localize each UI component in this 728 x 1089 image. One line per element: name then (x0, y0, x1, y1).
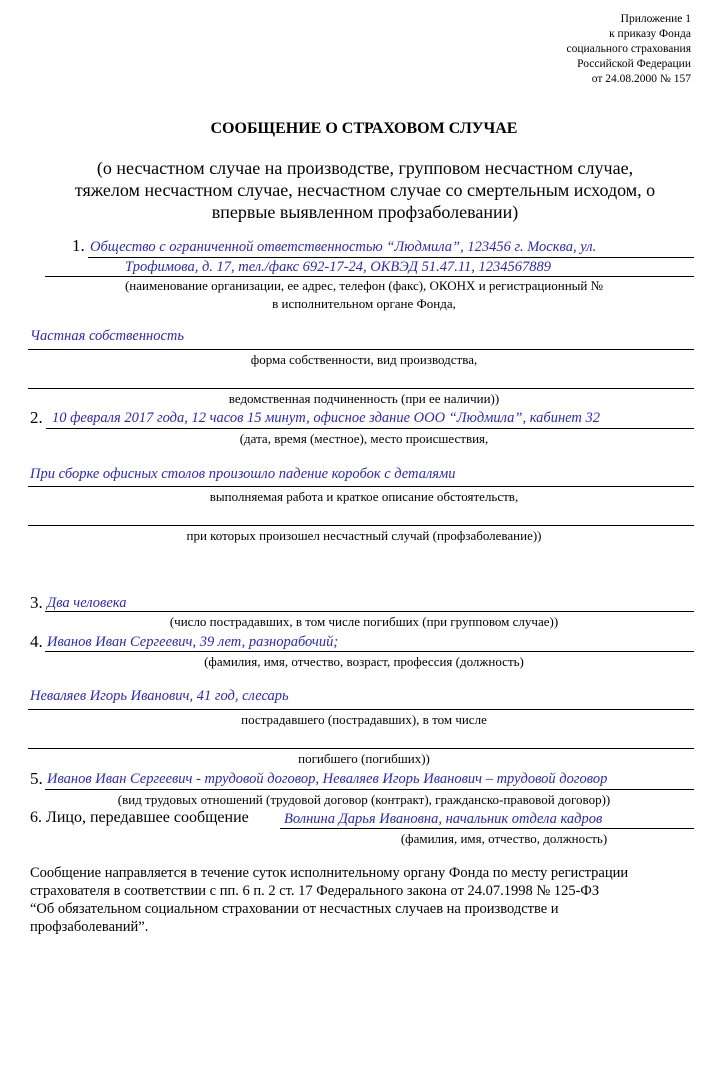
item1-number: 1. (72, 236, 85, 255)
victims-count-caption: (число пострадавших, в том числе погибших (при групповом случае)) (169, 614, 559, 629)
victim2-value[interactable]: Неваляев Игорь Иванович, 41 год, слесарь (30, 688, 289, 704)
organization-caption-line2: в исполнительном органе Фонда, (272, 296, 456, 311)
organization-value-line2[interactable]: Трофимова, д. 17, тел./факс 692-17-24, ОКВЭД 51.47.11, 1234567889 (125, 259, 552, 275)
field-line (46, 428, 694, 429)
incident-datetime-caption: (дата, время (местное), место происшествия, (239, 431, 489, 446)
work-description-caption: выполняемая работа и краткое описание обстоятельств, (209, 489, 519, 504)
field-line (88, 257, 694, 258)
employment-type-caption: (вид трудовых отношений (трудовой договор (контракт), гражданско-правовой договор)) (117, 792, 611, 807)
employment-type-value[interactable]: Иванов Иван Сергеевич - трудовой договор, Неваляев Игорь Иванович – трудовой договор (47, 771, 608, 787)
item5-number: 5. (30, 769, 43, 788)
subtitle-line: (о несчастном случае на производстве, групповом несчастном случае, (96, 158, 634, 178)
field-line (28, 525, 694, 526)
deceased-caption: погибшего (погибших)) (298, 751, 430, 766)
victim-caption: (фамилия, имя, отчество, возраст, профессия (должность) (204, 654, 524, 669)
field-line (45, 611, 694, 612)
subtitle-line: тяжелом несчастном случае, несчастном случае со смертельным исходом, о (74, 180, 656, 200)
subordination-caption: ведомственная подчиненность (при ее наличии)) (228, 391, 500, 406)
work-description-value[interactable]: При сборке офисных столов произошло падение коробок с деталями (30, 466, 456, 482)
header-line: к приказу Фонда (609, 28, 691, 40)
header-line: Приложение 1 (620, 13, 691, 25)
incident-datetime-value[interactable]: 10 февраля 2017 года, 12 часов 15 минут, офисное здание ООО “Людмила”, кабинет 32 (52, 410, 600, 426)
victims-count-value[interactable]: Два человека (47, 595, 127, 611)
document-title: СООБЩЕНИЕ О СТРАХОВОМ СЛУЧАЕ (210, 120, 518, 137)
document-subtitle (40, 157, 690, 223)
note-line: Сообщение направляется в течение суток исполнительному органу Фонда по месту регистрации (30, 865, 629, 881)
header-line: социального страхования (566, 43, 691, 55)
field-line (28, 486, 694, 487)
field-line (28, 748, 694, 749)
appendix-header (471, 12, 691, 87)
field-line (280, 828, 694, 829)
header-line: от 24.08.2000 № 157 (591, 73, 691, 85)
item2-number: 2. (30, 408, 43, 427)
item3-number: 3. (30, 593, 43, 612)
reporter-label: 6. Лицо, передавшее сообщение (30, 809, 249, 826)
field-line (28, 349, 694, 350)
footer-note (30, 864, 710, 936)
field-line (28, 388, 694, 389)
subtitle-line: впервые выявленном профзаболевании) (211, 202, 519, 222)
ownership-caption: форма собственности, вид производства, (250, 352, 478, 367)
item4-number: 4. (30, 632, 43, 651)
reporter-value[interactable]: Волнина Дарья Ивановна, начальник отдела кадров (284, 811, 603, 827)
field-line (45, 276, 694, 277)
organization-value-line1[interactable]: Общество с ограниченной ответственностью “Людмила”, 123456 г. Москва, ул. (90, 239, 597, 255)
reporter-caption: (фамилия, имя, отчество, должность) (400, 831, 608, 846)
note-line: страхователя в соответствии с пп. 6 п. 2 ст. 17 Федерального закона от 24.07.1998 № 125-ФЗ (30, 883, 600, 899)
note-line: “Об обязательном социальном страховании от несчастных случаев на производстве и (30, 901, 559, 917)
victim1-value[interactable]: Иванов Иван Сергеевич, 39 лет, разнорабочий; (47, 634, 339, 650)
field-line (45, 789, 694, 790)
circumstances-caption: при которых произошел несчастный случай (профзаболевание)) (186, 528, 542, 543)
victims-caption: пострадавшего (пострадавших), в том числе (241, 712, 487, 727)
field-line (28, 709, 694, 710)
header-line: Российской Федерации (577, 58, 691, 70)
field-line (45, 651, 694, 652)
ownership-value[interactable]: Частная собственность (30, 328, 184, 344)
note-line: профзаболеваний”. (30, 919, 149, 935)
organization-caption-line1: (наименование организации, ее адрес, телефон (факс), ОКОНХ и регистрационный № (124, 278, 604, 293)
